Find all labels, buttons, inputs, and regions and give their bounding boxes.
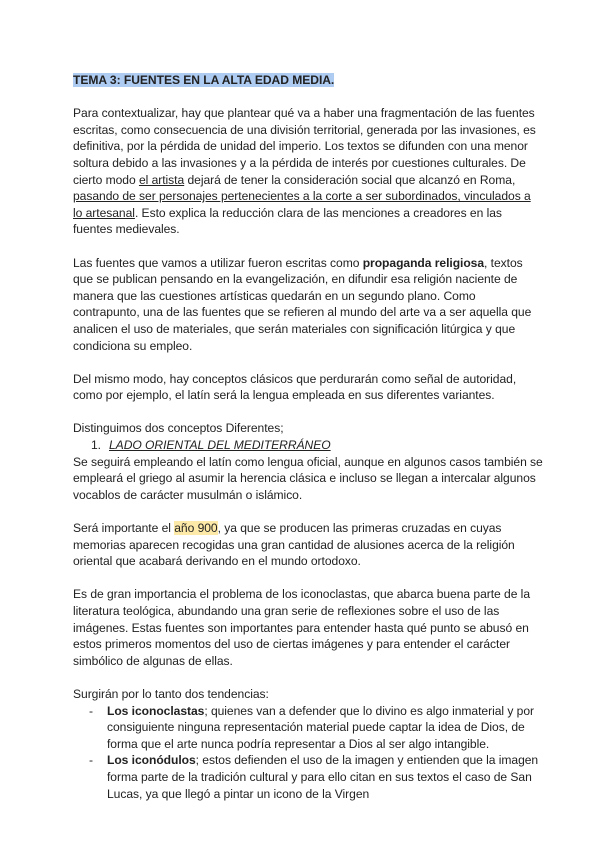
highlight-ano-900: año 900 <box>174 521 218 536</box>
paragraph-fuentes: Las fuentes que vamos a utilizar fueron escritas como propaganda religiosa, textos que se publican pensando en la evangelización, en difundir esa religión naciente de manera que las cuestiones artísticas quedarán en un segundo plano. Como contrapunto, una de las fuentes que se refieren al mundo del arte va a ser aquella que analicen el uso de materiales, que serán materiales con significación litúrgica y que condiciona su empleo. <box>73 255 532 353</box>
paragraph-latin: Del mismo modo, hay conceptos clásicos que perdurarán como señal de autoridad, como por ejemplo, el latín será la lengua empleada en sus diferentes variantes. <box>73 371 517 403</box>
paragraph-oriental: Se seguirá empleando el latín como lengua oficial, aunque en algunos casos también se empleará el griego al asumir la herencia clásica e incluso se llegan a intercalar algunos vocablos de carácter musulmán o islámico. <box>73 454 543 502</box>
list-item-heading: LADO ORIENTAL DEL MEDITERRÁNEO <box>109 438 331 453</box>
list-number: 1. <box>91 438 101 453</box>
bullet-item-iconoclastas: - Los iconoclastas; quienes van a defender que lo divino es algo inmaterial y por consiguiente ninguna representación material puede captar la idea de Dios, de forma que el arte nunca podría representar a Dios al ser algo intangible. <box>89 703 534 751</box>
bullet-item-iconodulos: - Los iconódulos; estos defienden el uso de la imagen y entienden que la imagen forma parte de la tradición cultural y para ello citan en sus textos el caso de San Lucas, ya que llegó a pintar un icono de la Virgen <box>89 753 539 801</box>
underlined-personajes: pasando de ser personajes pertenecientes a la corte a ser subordinados, vinculados a lo artesanal <box>73 189 531 220</box>
paragraph-distinguimos: Distinguimos dos conceptos Diferentes; <box>73 421 284 436</box>
underlined-artista: el artista <box>138 172 185 187</box>
document-title-line <box>73 72 543 89</box>
bold-propaganda: propaganda religiosa <box>362 255 485 270</box>
document-page <box>73 72 543 802</box>
bullet-dash: - <box>89 703 93 718</box>
document-title: TEMA 3: FUENTES EN LA ALTA EDAD MEDIA. <box>73 73 335 87</box>
bullet-dash: - <box>89 753 93 768</box>
paragraph-tendencias: Surgirán por lo tanto dos tendencias: <box>73 686 269 701</box>
ordered-list-item <box>91 437 543 454</box>
paragraph-iconoclastas: Es de gran importancia el problema de los iconoclastas, que abarca buena parte de la literatura teológica, abundando una gran serie de reflexiones sobre el uso de las imágenes. Estas fuentes son importantes para entender hasta qué punto se abusó en estos primeros momentos del uso de ciertas imágenes y para entender el carácter simbólico de algunas de ellas. <box>73 587 530 668</box>
paragraph-context: Para contextualizar, hay que plantear qué va a haber una fragmentación de las fuentes escritas, como consecuencia de una división territorial, generada por las invasiones, es definitiva, por la pérdida de unidad del imperio. Los textos se difunden con una menor soltura debido a las invasiones y a la pérdida de interés por cuestiones culturales. De cierto modo el artista dejará de tener la consideración social que alcanzó en Roma, pasando de ser personajes pertenecientes a la corte a ser subordinados, vinculados a lo artesanal. Esto explica la reducción clara de las menciones a creadores en las fuentes medievales. <box>73 106 536 237</box>
bullet-bold-term: Los iconoclastas <box>107 703 205 718</box>
bullet-bold-term: Los iconódulos <box>107 753 196 768</box>
paragraph-ano-900: Será importante el año 900, ya que se producen las primeras cruzadas en cuyas memorias aparecen recogidas una gran cantidad de alusiones acerca de la religión oriental que acabará derivando en el mundo ortodoxo. <box>73 521 515 569</box>
